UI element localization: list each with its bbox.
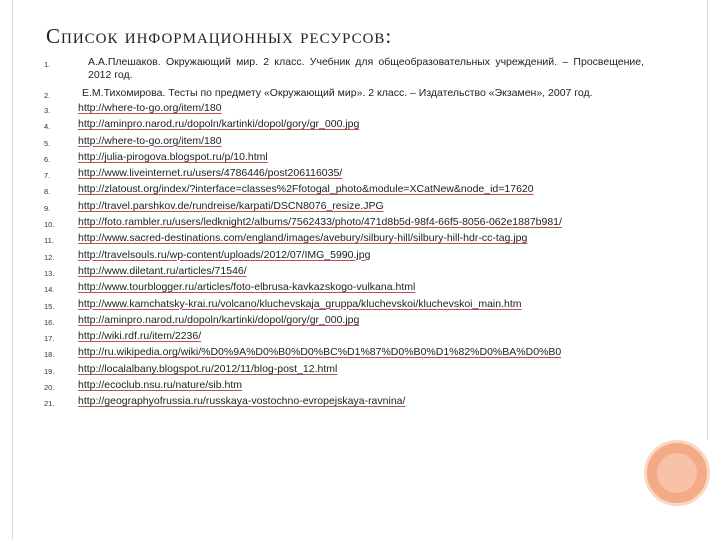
item-number: 14. bbox=[44, 285, 55, 295]
list-item bbox=[44, 363, 644, 379]
item-number: 15. bbox=[44, 301, 55, 311]
resource-link[interactable]: http://www.liveinternet.ru/users/4786446/post206116035/ bbox=[78, 167, 343, 180]
item-number: 16. bbox=[44, 317, 55, 327]
list-item bbox=[44, 200, 644, 216]
item-number: 7. bbox=[44, 171, 51, 181]
list-item bbox=[44, 167, 644, 183]
list-item bbox=[44, 330, 644, 346]
resource-link[interactable]: http://julia-pirogova.blogspot.ru/p/10.html bbox=[78, 150, 268, 163]
item-text: Е.М.Тихомирова. Тесты по предмету «Окружающий мир». 2 класс. – Издательство «Экзамен», 2007 год. bbox=[82, 87, 593, 99]
list-item bbox=[44, 379, 644, 395]
resource-link[interactable]: http://aminpro.narod.ru/dopoln/kartinki/dopol/gory/gr_000.jpg bbox=[78, 118, 360, 131]
item-number: 11. bbox=[44, 236, 54, 246]
list-item bbox=[44, 346, 644, 362]
item-number: 5. bbox=[44, 138, 51, 148]
resource-list bbox=[44, 56, 644, 412]
list-item bbox=[44, 314, 644, 330]
item-number: 2. bbox=[44, 91, 51, 100]
item-number: 19. bbox=[44, 366, 55, 376]
item-number: 8. bbox=[44, 187, 51, 197]
item-number: 12. bbox=[44, 252, 55, 262]
resource-link[interactable]: http://ecoclub.nsu.ru/nature/sib.htm bbox=[78, 379, 243, 392]
resource-link[interactable]: http://ru.wikipedia.org/wiki/%D0%9A%D0%B0%D0%BC%D1%87%D0%B0%D1%82%D0%BA%D0%B0 bbox=[78, 346, 562, 359]
decorative-circle-inner bbox=[657, 453, 697, 493]
resource-link[interactable]: http://localalbany.blogspot.ru/2012/11/blog-post_12.html bbox=[78, 362, 338, 375]
item-number: 18. bbox=[44, 350, 55, 360]
resource-link[interactable]: http://where-to-go.org/item/180 bbox=[78, 102, 222, 114]
item-number: 17. bbox=[44, 334, 55, 344]
list-item bbox=[44, 102, 644, 118]
item-text: А.А.Плешаков. Окружающий мир. 2 класс. Учебник для общеобразовательных учреждений. – Просвещение, 2012 год. bbox=[88, 56, 644, 81]
list-item bbox=[44, 118, 644, 134]
resource-link[interactable]: http://www.diletant.ru/articles/71546/ bbox=[78, 264, 247, 277]
resource-link[interactable]: http://www.kamchatsky-krai.ru/volcano/kluchevskaja_gruppa/kluchevskoi/kluchevskoi_main.htm bbox=[78, 297, 522, 310]
list-item bbox=[44, 298, 644, 314]
resource-link[interactable]: http://aminpro.narod.ru/dopoln/kartinki/dopol/gory/gr_000.jpg bbox=[78, 313, 360, 326]
left-border-rule bbox=[12, 0, 13, 540]
list-item bbox=[44, 281, 644, 297]
resource-link[interactable]: http://geographyofrussia.ru/russkaya-vostochno-evropejskaya-ravnina/ bbox=[78, 395, 406, 408]
list-item bbox=[44, 249, 644, 265]
list-item bbox=[44, 395, 644, 411]
resource-link[interactable]: http://zlatoust.org/index/?interface=classes%2Ffotogal_photo&module=XCatNew&node_id=17620 bbox=[78, 183, 534, 196]
item-number: 10. bbox=[44, 220, 55, 230]
resource-link[interactable]: http://travelsouls.ru/wp-content/uploads/2012/07/IMG_5990.jpg bbox=[78, 248, 371, 261]
item-number: 21. bbox=[44, 399, 55, 409]
decorative-circle bbox=[644, 440, 710, 506]
resource-link[interactable]: http://foto.rambler.ru/users/ledknight2/albums/7562433/photo/471d8b5d-98f4-66f5-8056-062e1887b981/ bbox=[78, 216, 562, 229]
slide-title: Список информационных ресурсов: bbox=[46, 24, 393, 48]
list-item bbox=[44, 265, 644, 281]
list-item bbox=[44, 232, 644, 248]
item-number: 3. bbox=[44, 106, 51, 115]
list-item bbox=[44, 87, 644, 102]
item-number: 1. bbox=[44, 60, 51, 69]
item-number: 9. bbox=[44, 203, 51, 213]
list-item bbox=[44, 151, 644, 167]
resource-link[interactable]: http://travel.parshkov.de/rundreise/karpati/DSCN8076_resize.JPG bbox=[78, 199, 384, 212]
list-item bbox=[44, 183, 644, 199]
item-number: 20. bbox=[44, 383, 55, 393]
resource-link[interactable]: http://where-to-go.org/item/180 bbox=[78, 134, 222, 147]
item-number: 4. bbox=[44, 122, 51, 132]
item-number: 6. bbox=[44, 154, 51, 164]
list-item bbox=[44, 56, 644, 87]
right-border-rule bbox=[707, 0, 708, 440]
list-item bbox=[44, 135, 644, 151]
item-number: 13. bbox=[44, 268, 55, 278]
resource-link[interactable]: http://wiki.rdf.ru/item/2236/ bbox=[78, 330, 202, 343]
list-item bbox=[44, 216, 644, 232]
resource-link[interactable]: http://www.sacred-destinations.com/england/images/avebury/silbury-hill/silbury-hill-hdr-cc-tag.jpg bbox=[78, 232, 528, 245]
resource-link[interactable]: http://www.tourblogger.ru/articles/foto-elbrusa-kavkazskogo-vulkana.html bbox=[78, 281, 416, 294]
